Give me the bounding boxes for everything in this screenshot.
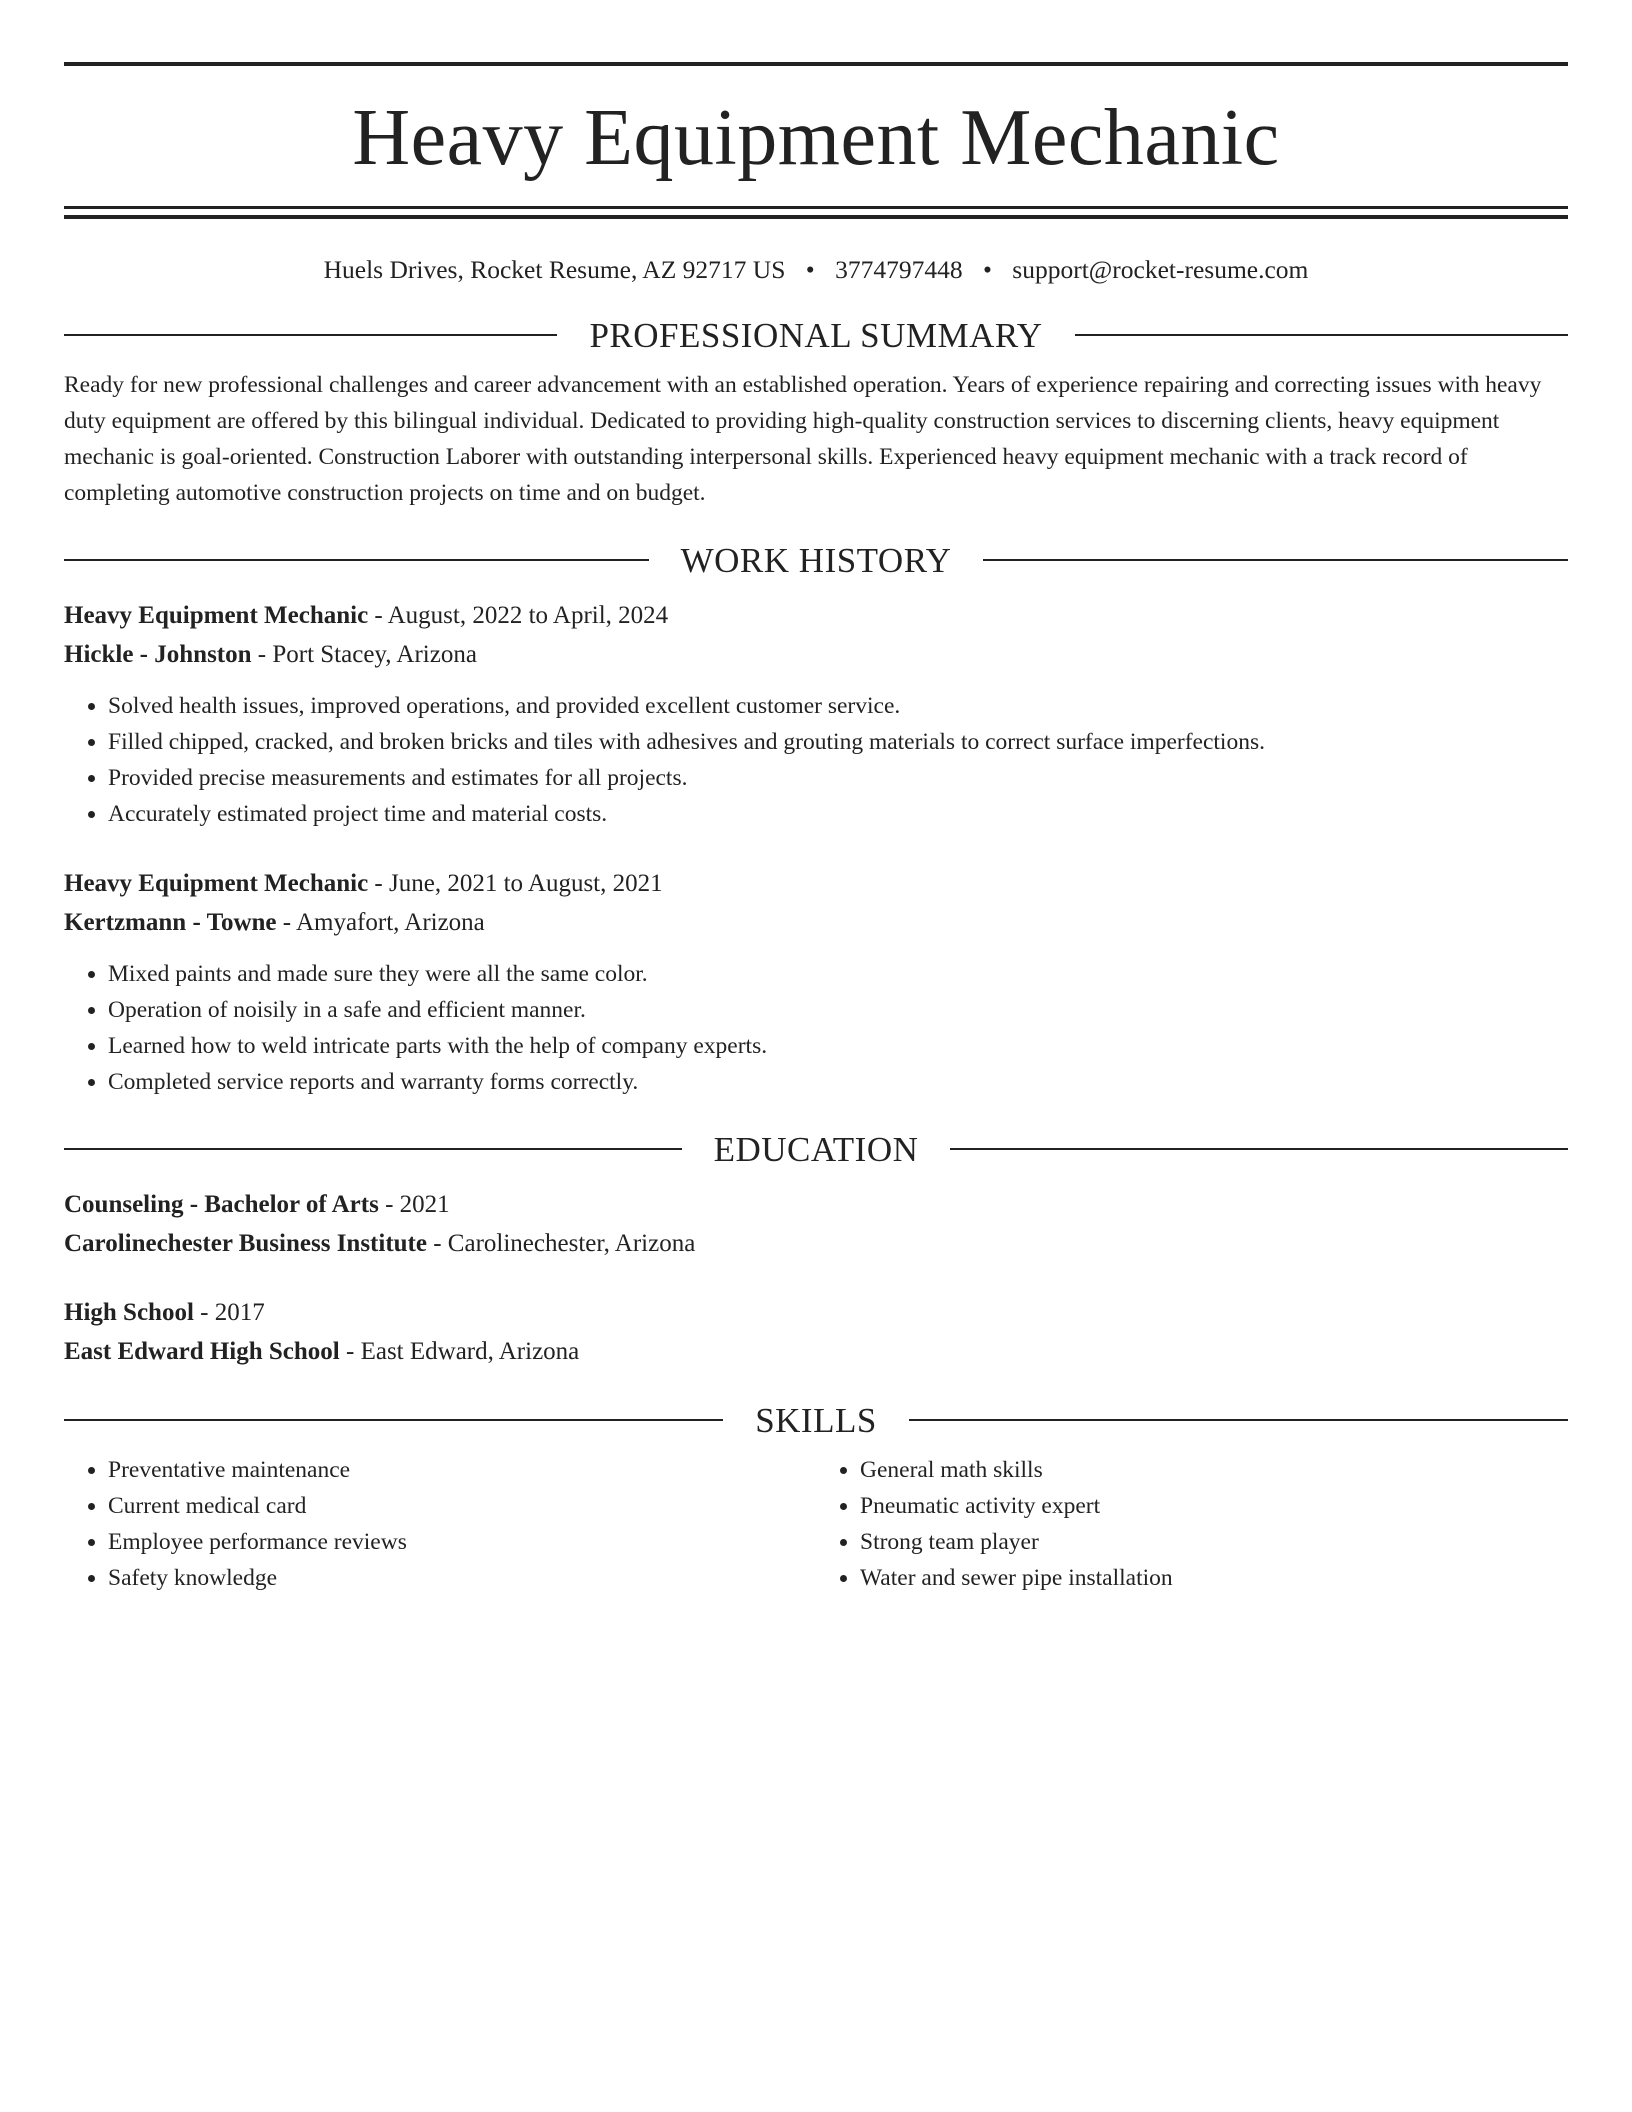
heading-rule — [1075, 334, 1568, 336]
job-title: Heavy Equipment Mechanic — [64, 601, 369, 629]
degree: Counseling - Bachelor of Arts — [64, 1190, 379, 1218]
section-title: SKILLS — [755, 1400, 877, 1440]
list-item: • Water and sewer pipe installation — [860, 1560, 1568, 1596]
list-item: • Current medical card — [108, 1488, 816, 1524]
job-entry — [64, 596, 1568, 832]
list-item: • General math skills — [860, 1452, 1568, 1488]
job-duties-list — [64, 956, 1568, 1100]
degree-line — [64, 1185, 1568, 1224]
section-title: EDUCATION — [713, 1129, 919, 1169]
school-name: East Edward High School — [64, 1337, 340, 1365]
list-item: • Accurately estimated project time and material costs. — [108, 796, 1568, 832]
degree: High School — [64, 1298, 194, 1326]
job-title-line — [64, 864, 1568, 903]
list-item: • Solved health issues, improved operations, and provided excellent customer service. — [108, 688, 1568, 724]
job-location: - Amyafort, Arizona — [276, 908, 485, 936]
job-company: Hickle - Johnston — [64, 640, 252, 668]
job-company-line — [64, 635, 1568, 674]
section-title: WORK HISTORY — [680, 540, 952, 580]
education-entry — [64, 1185, 1568, 1263]
section-heading-summary — [64, 315, 1568, 355]
list-item: • Employee performance reviews — [108, 1524, 816, 1560]
list-item: • Learned how to weld intricate parts with the help of company experts. — [108, 1028, 1568, 1064]
list-item: • Preventative maintenance — [108, 1452, 816, 1488]
skills-list-right — [816, 1452, 1568, 1596]
contact-email: support@rocket-resume.com — [1012, 255, 1309, 284]
graduation-year: - 2021 — [378, 1190, 450, 1218]
job-dates: - August, 2022 to April, 2024 — [368, 601, 669, 629]
graduation-year: - 2017 — [193, 1298, 265, 1326]
contact-line — [64, 255, 1568, 286]
job-location: - Port Stacey, Arizona — [251, 640, 477, 668]
job-company-line — [64, 903, 1568, 942]
list-item: • Completed service reports and warranty forms correctly. — [108, 1064, 1568, 1100]
summary-text: Ready for new professional challenges and career advancement with an established operation. Years of experience repairing and correcting issues with heavy duty equipment are offered by this bilingual individual. Dedicated to providing high-quality construction services to discerning clients, heavy equipment mechanic is goal-oriented. Construction Laborer with outstanding interpersonal skills. Experienced heavy equipment mechanic with a track record of completing automotive construction projects on time and on budget. — [64, 371, 1542, 506]
heading-rule — [909, 1419, 1568, 1421]
list-item: • Safety knowledge — [108, 1560, 816, 1596]
section-heading-work-history — [64, 540, 1568, 580]
heading-rule — [983, 559, 1568, 561]
heading-rule — [64, 559, 649, 561]
heading-rule — [64, 334, 557, 336]
school-name: Carolinechester Business Institute — [64, 1229, 427, 1257]
list-item: • Strong team player — [860, 1524, 1568, 1560]
job-title: Heavy Equipment Mechanic — [64, 869, 369, 897]
contact-phone: 3774797448 — [835, 255, 963, 284]
contact-separator: • — [982, 255, 992, 284]
job-title-line — [64, 596, 1568, 635]
section-heading-skills — [64, 1400, 1568, 1440]
heading-rule — [950, 1148, 1568, 1150]
school-line — [64, 1224, 1568, 1263]
school-location: - East Edward, Arizona — [339, 1337, 580, 1365]
degree-line — [64, 1293, 1568, 1332]
job-entry — [64, 864, 1568, 1100]
heading-rule — [64, 1148, 682, 1150]
list-item: • Mixed paints and made sure they were all the same color. — [108, 956, 1568, 992]
header-top-rule — [64, 62, 1568, 66]
job-dates: - June, 2021 to August, 2021 — [368, 869, 663, 897]
contact-address: Huels Drives, Rocket Resume, AZ 92717 US — [323, 255, 786, 284]
list-item: • Provided precise measurements and estimates for all projects. — [108, 760, 1568, 796]
skills-columns — [64, 1452, 1568, 1596]
candidate-name: Heavy Equipment Mechanic — [352, 94, 1280, 182]
contact-separator: • — [805, 255, 815, 284]
header-double-rule — [64, 206, 1568, 219]
skills-list-left — [64, 1452, 816, 1596]
heading-rule — [64, 1419, 723, 1421]
section-title: PROFESSIONAL SUMMARY — [589, 315, 1043, 355]
list-item: • Filled chipped, cracked, and broken bricks and tiles with adhesives and grouting materials to correct surface imperfections. — [108, 724, 1568, 760]
education-entry — [64, 1293, 1568, 1371]
school-line — [64, 1332, 1568, 1371]
school-location: - Carolinechester, Arizona — [426, 1229, 696, 1257]
job-duties-list — [64, 688, 1568, 832]
list-item: • Pneumatic activity expert — [860, 1488, 1568, 1524]
job-company: Kertzmann - Towne — [64, 908, 277, 936]
section-heading-education — [64, 1129, 1568, 1169]
list-item: • Operation of noisily in a safe and efficient manner. — [108, 992, 1568, 1028]
